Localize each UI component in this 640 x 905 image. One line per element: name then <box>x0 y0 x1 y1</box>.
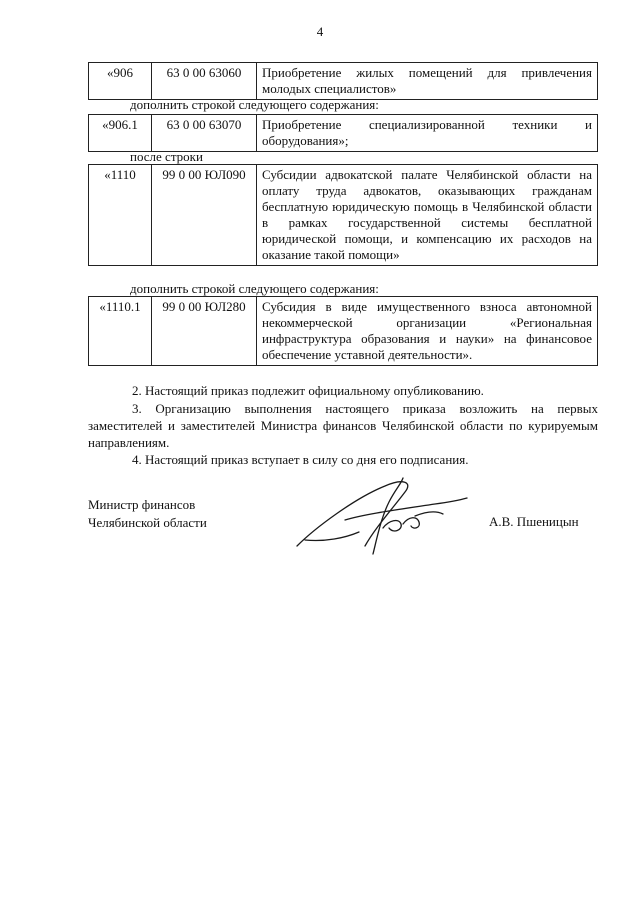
table-row <box>89 297 598 366</box>
table-row <box>89 165 598 266</box>
paragraph-2: 2. Настоящий приказ подлежит официальному опубликованию. <box>132 383 484 398</box>
row-name: Приобретение жилых помещений для привлечения молодых специалистов» <box>257 63 598 100</box>
signatory-position <box>88 496 207 532</box>
signatory-position-line1: Министр финансов <box>88 497 196 512</box>
row-code: 63 0 00 63070 <box>152 115 257 152</box>
after-row-note: после строки <box>130 149 203 164</box>
budget-table-row-906 <box>88 62 598 100</box>
row-name: Субсидии адвокатской палате Челябинской области на оплату труда адвокатов, оказывающих гражданам бесплатную юридическую помощь в Челябинской области в рамках государственной системы бесплатной юридической помощи, и компенсацию их расходов на оказание такой помощи» <box>257 165 598 266</box>
add-row-note: дополнить строкой следующего содержания: <box>130 97 379 112</box>
add-row-note: дополнить строкой следующего содержания: <box>130 281 379 296</box>
page-number: 4 <box>316 24 324 39</box>
row-number: «1110 <box>89 165 152 266</box>
budget-table-row-906-1 <box>88 114 598 152</box>
row-name: Субсидия в виде имущественного взноса автономной некоммерческой организации «Региональная инфраструктура образования и науки» на финансовое обеспечение уставной деятельности». <box>257 297 598 366</box>
paragraph-4: 4. Настоящий приказ вступает в силу со дня его подписания. <box>132 452 469 467</box>
table-row <box>89 115 598 152</box>
budget-table-row-1110 <box>88 164 598 266</box>
signatory-name: А.В. Пшеницын <box>489 514 579 529</box>
row-code: 99 0 00 ЮЛ090 <box>152 165 257 266</box>
row-number: «1110.1 <box>89 297 152 366</box>
signatory-position-line2: Челябинской области <box>88 515 207 530</box>
row-number: «906 <box>89 63 152 100</box>
paragraph-3: 3. Организацию выполнения настоящего приказа возложить на первых заместителей и заместителей Министра финансов Челябинской области по курируемым направлениям. <box>88 401 598 450</box>
budget-table-row-1110-1 <box>88 296 598 366</box>
handwritten-signature <box>285 468 475 563</box>
table-row <box>89 63 598 100</box>
row-name: Приобретение специализированной техники и оборудования»; <box>257 115 598 152</box>
row-code: 99 0 00 ЮЛ280 <box>152 297 257 366</box>
row-code: 63 0 00 63060 <box>152 63 257 100</box>
row-number: «906.1 <box>89 115 152 152</box>
